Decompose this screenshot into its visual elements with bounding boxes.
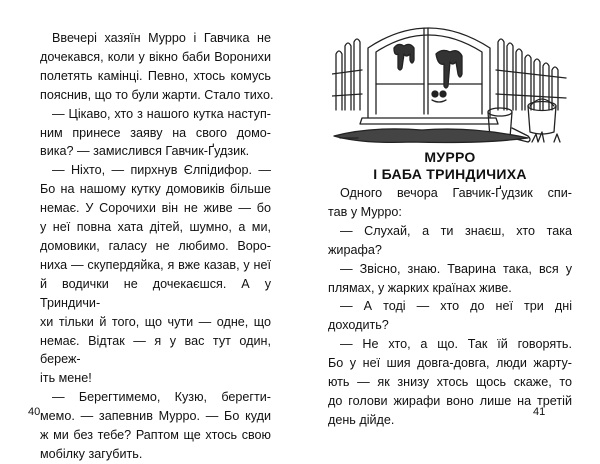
window-paint-illustration — [332, 14, 568, 144]
text-line: немає. Відтак — я у вас тут один, береж- — [40, 333, 271, 367]
text-line: й водички не дочекаєшся. А у Триндичи- — [40, 276, 271, 310]
text-line: Бо у неї шия довга-довга, люди жарту- — [328, 356, 572, 371]
text-line: — Цікаво, хто з нашого кутка наступ- — [52, 106, 271, 121]
text-line: — Ніхто, — пирхнув Єлпідифор. — — [52, 163, 271, 178]
text-line: — Берегтимемо, Кузю, берегти- — [52, 390, 271, 405]
right-page-text — [328, 184, 572, 430]
text-line: — Не хто, а що. Так їй говорять. — [340, 337, 572, 352]
text-line: тав у Мурро: — [328, 204, 402, 219]
text-line: Одного вечора Гавчик-Ґудзик спи- — [340, 186, 572, 200]
text-line: день дійде. — [328, 412, 395, 427]
text-line: до голови жирафи воно лише на третій — [328, 393, 572, 408]
text-line: домовики, галасу не любимо. Воро- — [40, 238, 271, 253]
text-line: Ввечері хазяїн Мурро і Гавчика не — [52, 31, 271, 45]
text-line: іть мене! — [40, 371, 92, 386]
text-line: хи тільки й того, що чути — одне, що — [40, 314, 271, 329]
text-line: — А тоді — хто до неї три дні — [340, 299, 572, 314]
page-number: 41 — [533, 406, 546, 418]
text-line: Бо на нашому кутку домовиків більше — [40, 182, 271, 197]
text-line: доходить? — [328, 318, 389, 333]
chapter-title-line-2: І БАБА ТРИНДИЧИХА — [373, 166, 527, 182]
text-line: плямах, у жарких країнах живе. — [328, 280, 512, 295]
text-line: мобілку загубить. — [40, 446, 143, 461]
text-line: дочекався, коли у вікно баби Воронихи — [40, 49, 271, 64]
text-line: пояснив, що то були жарти. Стало тихо. — [40, 87, 274, 102]
text-line: ж ми без тебе? Раптом ще хтось свою — [40, 428, 271, 443]
chapter-title — [328, 149, 572, 183]
text-line: у неї повна хата дітей, шумно, а ми, — [40, 220, 271, 235]
text-line: мемо. — запевнив Мурро. — Бо куди — [40, 409, 271, 424]
chapter-title-line-1: МУРРО — [424, 149, 476, 165]
page-number: 40 — [28, 406, 41, 418]
text-line: — Слухай, а ти знаєш, хто така — [340, 223, 572, 238]
text-line: — Звісно, знаю. Тварина така, вся у — [340, 261, 572, 276]
text-line: ниха — скупердяйка, я вже казав, у неї — [40, 257, 271, 272]
text-line: вика? — замислився Гавчик-Ґудзик. — [40, 144, 250, 159]
text-line: полетять камінці. Певно, хтось комусь — [40, 68, 271, 83]
text-line: немає. У Сорочихи він не живе — бо — [40, 201, 271, 216]
text-line: ним принесе заяву на свого домо- — [40, 125, 271, 140]
text-line: жирафа? — [328, 242, 382, 257]
text-line: ють — як знизу хтось щось скаже, то — [328, 375, 572, 390]
